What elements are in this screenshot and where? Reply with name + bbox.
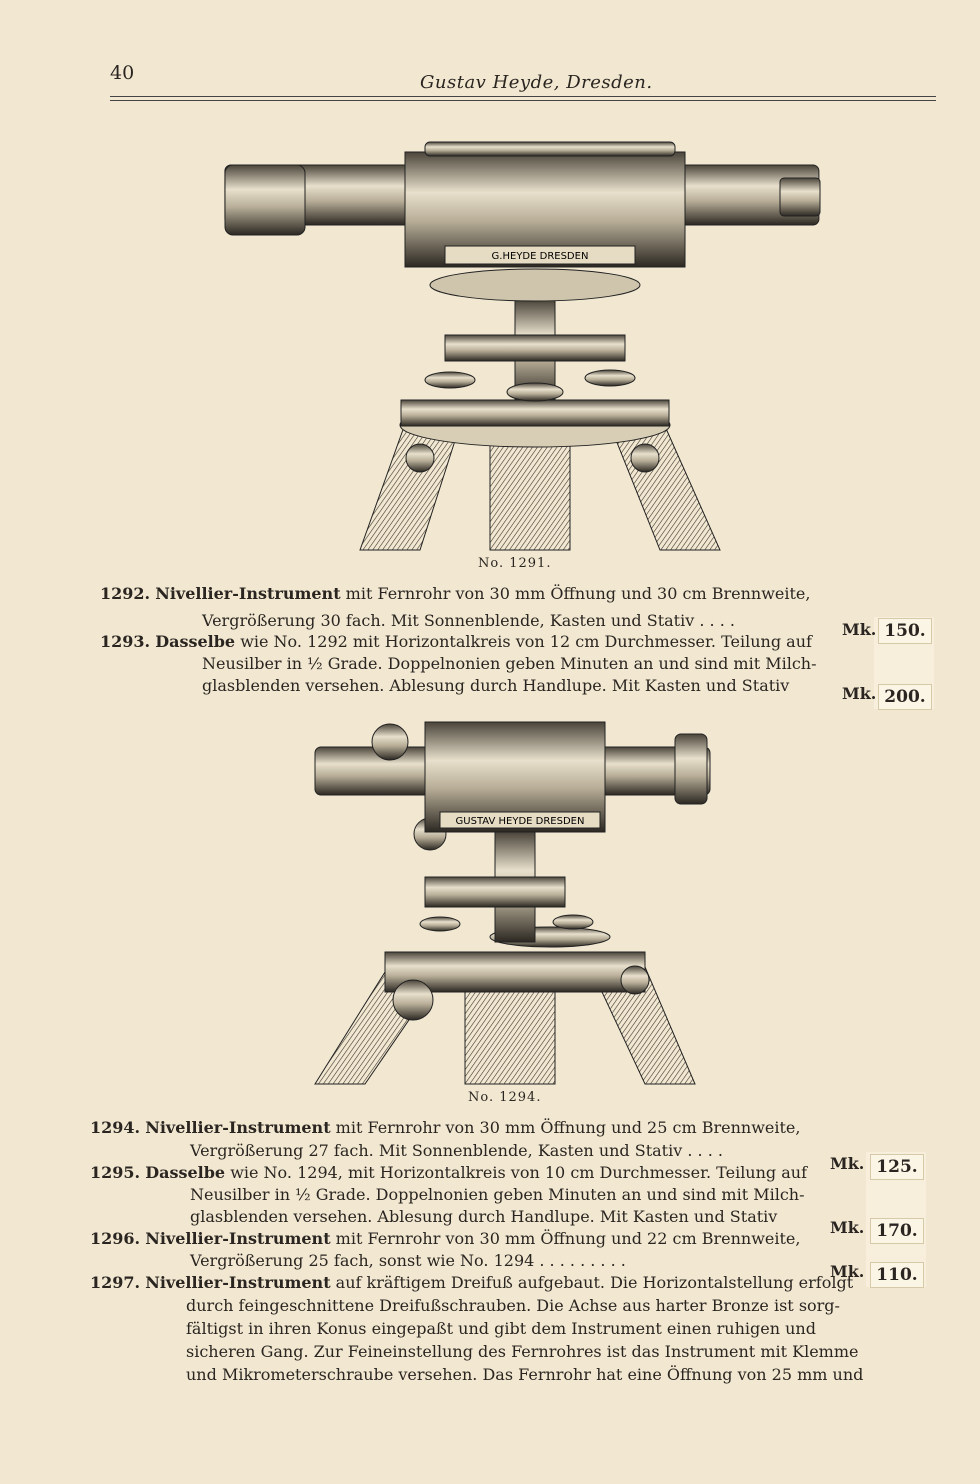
entry-1292-line-2: Vergrößerung 30 fach. Mit Sonnenblende, Kasten und Stativ . . . .: [202, 611, 735, 630]
level-instrument-1294-illustration: [305, 712, 715, 1087]
engraving-label-2: GUSTAV HEYDE DRESDEN: [455, 816, 585, 827]
mk-label: Mk.: [830, 1154, 865, 1173]
price-1293: 200.: [878, 684, 932, 710]
mk-label: Mk.: [842, 620, 877, 639]
header-rule: [110, 96, 936, 97]
entry-1293-line-2: Neusilber in ½ Grade. Doppelnonien geben Minuten an und sind mit Milch-: [202, 654, 817, 673]
level-instrument-1291-illustration: [215, 140, 835, 555]
entry-1297-line-5: und Mikrometerschraube versehen. Das Fernrohr hat eine Öffnung von 25 mm und: [186, 1365, 864, 1384]
entry-title: Dasselbe: [155, 632, 236, 651]
entry-1296: 1296. Nivellier-Instrument mit Fernrohr von 30 mm Öffnung und 22 cm Brennweite,: [90, 1229, 801, 1248]
entry-1297-line-2: durch feingeschnittene Dreifußschrauben. Die Achse aus harter Bronze ist sorg-: [186, 1296, 840, 1315]
price-1296: 110.: [870, 1262, 924, 1288]
engraving-label-1: G.HEYDE DRESDEN: [491, 251, 589, 262]
entry-1293: [100, 631, 880, 652]
mk-label: Mk.: [830, 1218, 865, 1237]
entry-title: Nivellier-Instrument: [155, 584, 341, 603]
entry-text: wie No. 1292 mit Horizontalkreis von 12 cm Durchmesser. Teilung auf: [240, 632, 812, 651]
entry-1295: 1295. Dasselbe wie No. 1294, mit Horizontalkreis von 10 cm Durchmesser. Teilung auf: [90, 1163, 808, 1182]
price-1295: 170.: [870, 1218, 924, 1244]
entry-1297-line-3: fältigst in ihren Konus eingepaßt und gibt dem Instrument einen ruhigen und: [186, 1319, 816, 1338]
entry-1293-line-3: glasblenden versehen. Ablesung durch Handlupe. Mit Kasten und Stativ: [202, 676, 790, 695]
entry-1295-line-3: glasblenden versehen. Ablesung durch Handlupe. Mit Kasten und Stativ: [190, 1207, 778, 1226]
header-rule-2: [110, 100, 936, 101]
figure-caption-1294: No. 1294.: [468, 1090, 542, 1105]
entry-number: 1293.: [100, 632, 151, 651]
entry-number: 1292.: [100, 584, 151, 603]
entry-1297: 1297. Nivellier-Instrument auf kräftigem Dreifuß aufgebaut. Die Horizontalstellung erfolgt: [90, 1273, 854, 1292]
entry-1294-line-2: Vergrößerung 27 fach. Mit Sonnenblende, Kasten und Stativ . . . .: [190, 1141, 723, 1160]
page-number: 40: [110, 62, 135, 84]
price-1294: 125.: [870, 1154, 924, 1180]
entry-1297-line-4: sicheren Gang. Zur Feineinstellung des Fernrohres ist das Instrument mit Klemme: [186, 1342, 859, 1361]
mk-label: Mk.: [830, 1262, 865, 1281]
entry-1292: [100, 583, 880, 604]
entry-text: mit Fernrohr von 30 mm Öffnung und 30 cm Brennweite,: [345, 584, 811, 603]
entry-1295-line-2: Neusilber in ½ Grade. Doppelnonien geben Minuten an und sind mit Milch-: [190, 1185, 805, 1204]
mk-label: Mk.: [842, 684, 877, 703]
price-1292: 150.: [878, 618, 932, 644]
running-head: Gustav Heyde, Dresden.: [420, 72, 653, 93]
entry-1296-line-2: Vergrößerung 25 fach, sonst wie No. 1294 . . . . . . . . .: [190, 1251, 626, 1270]
figure-caption-1291: No. 1291.: [478, 556, 552, 571]
entry-1294: 1294. Nivellier-Instrument mit Fernrohr von 30 mm Öffnung und 25 cm Brennweite,: [90, 1118, 801, 1137]
